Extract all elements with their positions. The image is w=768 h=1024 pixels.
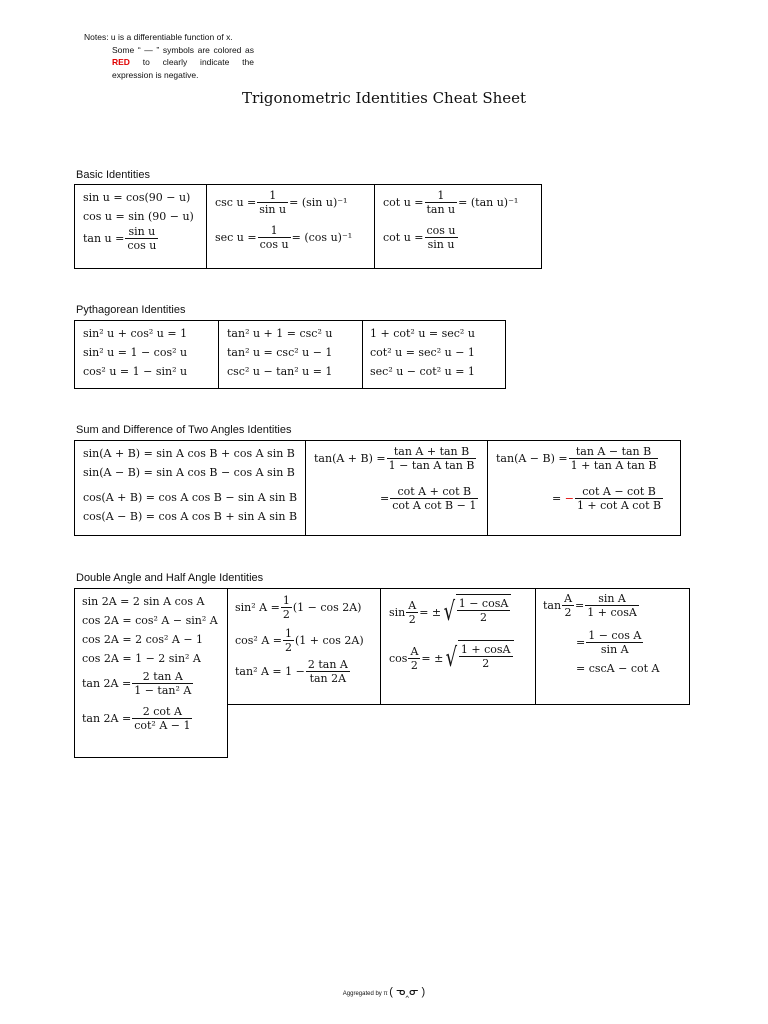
- power-cos2: cos² A = $\frac{1}{2}$ (1 + cos 2A): [235, 627, 364, 654]
- sum-tan-plus: tan(A + B) = $\frac{\text{tan A + tan B}}{\text{1 − tan A tan B}}$: [314, 445, 475, 472]
- double-sin2a: sin 2A = 2 sin A cos A: [82, 595, 205, 608]
- half-tan-2: = $\frac{\text{1 − cos A}}{\text{sin A}}$: [576, 629, 642, 656]
- notes-red-word: RED: [112, 57, 130, 67]
- section-heading-basic: Basic Identities: [76, 169, 150, 181]
- basic-tan: tan u = $\frac{\text{sin u}}{\text{cos u}}$: [83, 225, 157, 252]
- half-angle-tan-cell: [543, 592, 659, 675]
- half-tan-3: = cscA − cot A: [576, 662, 660, 675]
- col-divider-2: [535, 588, 536, 704]
- double-cos2a-3: cos 2A = 1 − 2 sin² A: [82, 652, 201, 665]
- half-tan: tan $\frac{A}{2}$ = $\frac{\text{sin A}}{1 + \cos A}$: [543, 592, 637, 619]
- basic-identities-table: [74, 184, 542, 269]
- pyth-c3-r1: 1 + cot² u = sec² u: [370, 327, 475, 340]
- sum-tan-minus-cot: = − $\frac{\text{cot A − cot B}}{\text{1 + cot A cot B}}$: [552, 485, 662, 512]
- double-tan2a: tan 2A = $\frac{\text{2 tan A}}{\text{1 − tan² A}}$: [82, 670, 192, 697]
- basic-sec: sec u = $\frac{1}{\text{cos u}}$ = (cos u)⁻¹: [215, 224, 353, 251]
- col-divider-1: [380, 588, 381, 704]
- pyth-c2-r2: tan² u = csc² u − 1: [227, 346, 333, 359]
- double-tan2a-cot: tan 2A = $\frac{\text{2 cot A}}{\text{cot² A − 1}}$: [82, 705, 191, 732]
- power-sin2: sin² A = $\frac{1}{2}$ (1 − cos 2A): [235, 594, 362, 621]
- pyth-c1-r1: sin² u + cos² u = 1: [83, 327, 188, 340]
- negative-sign: −: [564, 492, 574, 505]
- sum-diff-identities-table: [74, 440, 681, 536]
- notes-line-4: expression is negative.: [112, 69, 199, 80]
- notes-line-2: Some “ — ” symbols are colored as: [112, 44, 254, 55]
- pyth-c3-r3: sec² u − cot² u = 1: [370, 365, 475, 378]
- sum-tan-plus-cot: = $\frac{\text{cot A + cot B}}{\text{cot A cot B − 1}}$: [380, 485, 477, 512]
- pyth-c2-r3: csc² u − tan² u = 1: [227, 365, 333, 378]
- section-heading-double-half: Double Angle and Half Angle Identities: [76, 572, 264, 584]
- notes-line-1: Notes: u is a differentiable function of x.: [84, 32, 233, 42]
- sum-sin-minus: sin(A − B) = sin A cos B − cos A sin B: [83, 466, 295, 479]
- basic-cos: cos u = sin (90 − u): [83, 210, 194, 223]
- half-angle-sin-cos-cell: [389, 594, 514, 676]
- half-cos: cos $\frac{A}{2}$ = ± √ $\frac{1 + \cos A}{2}$: [389, 640, 514, 676]
- footer-credit: Aggregated by π ( ᓀ‸ᓂ ): [342, 986, 426, 998]
- sum-cos-minus: cos(A − B) = cos A cos B + sin A sin B: [83, 510, 298, 523]
- double-angle-cell: [74, 588, 228, 758]
- half-sin: sin $\frac{A}{2}$ = ± √ $\frac{1 - \cos A}{2}$: [389, 594, 514, 630]
- basic-sin: sin u = cos(90 − u): [83, 191, 191, 204]
- power-tan2: tan² A = 1 − $\frac{\text{2 tan A}}{\tan 2A}$: [235, 658, 348, 685]
- basic-cot-2: cot u = $\frac{\text{cos u}}{\text{sin u}}$: [383, 224, 456, 251]
- pyth-c1-r2: sin² u = 1 − cos² u: [83, 346, 188, 359]
- double-cos2a-2: cos 2A = 2 cos² A − 1: [82, 633, 204, 646]
- pythagorean-identities-table: [74, 320, 506, 389]
- basic-cot-1: cot u = $\frac{1}{\text{tan u}}$ = (tan u)⁻¹: [383, 189, 519, 216]
- sum-sin-plus: sin(A + B) = sin A cos B + cos A sin B: [83, 447, 295, 460]
- sum-cos-plus: cos(A + B) = cos A cos B − sin A sin B: [83, 491, 298, 504]
- section-heading-pythagorean: Pythagorean Identities: [76, 304, 186, 316]
- basic-csc: csc u = $\frac{1}{\text{sin u}}$ = (sin u)⁻¹: [215, 189, 348, 216]
- sum-tan-minus: tan(A − B) = $\frac{\text{tan A − tan B}}{\text{1 + tan A tan B}}$: [496, 445, 657, 472]
- pyth-c1-r3: cos² u = 1 − sin² u: [83, 365, 188, 378]
- pyth-c3-r2: cot² u = sec² u − 1: [370, 346, 475, 359]
- double-cos2a-1: cos 2A = cos² A − sin² A: [82, 614, 218, 627]
- notes-line-3: RED to clearly indicate the: [112, 57, 254, 67]
- page-title: Trigonometric Identities Cheat Sheet: [241, 89, 527, 107]
- section-heading-sum-diff: Sum and Difference of Two Angles Identities: [76, 424, 292, 436]
- face-emoticon: ( ᓀ‸ᓂ ): [389, 986, 426, 998]
- notes-block: [84, 31, 254, 81]
- pyth-c2-r1: tan² u + 1 = csc² u: [227, 327, 333, 340]
- power-reduction-cell: [235, 594, 364, 685]
